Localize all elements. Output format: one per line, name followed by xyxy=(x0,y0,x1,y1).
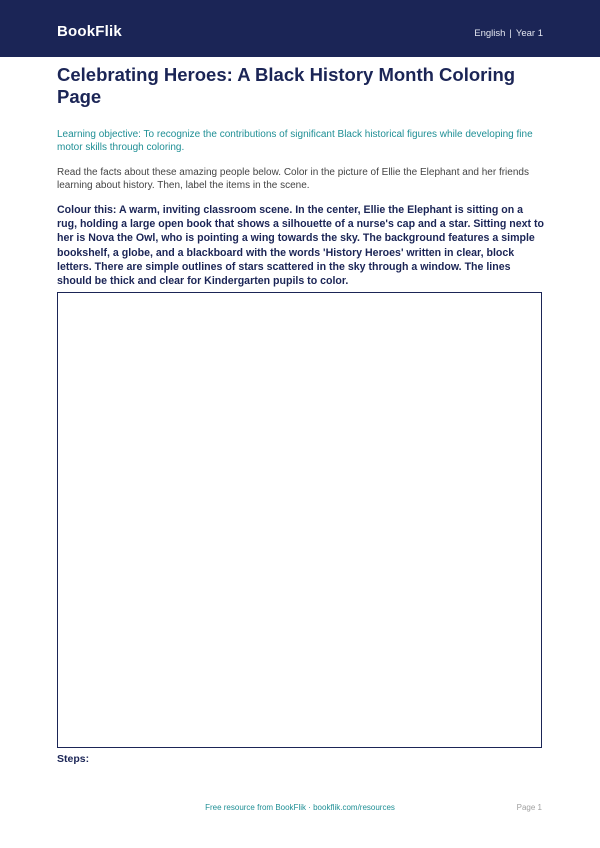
learning-objective: Learning objective: To recognize the contributions of significant Black historical figures while developing fine motor skills through coloring. xyxy=(57,129,533,153)
year-label: Year 1 xyxy=(515,28,543,39)
main-content xyxy=(57,64,545,288)
footer-credit-link[interactable]: Free resource from BookFlik · bookflik.com/resources xyxy=(205,803,395,812)
page-header xyxy=(0,0,600,57)
brand-logo: BookFlik xyxy=(57,23,122,40)
coloring-area xyxy=(57,292,542,748)
steps-label: Steps: xyxy=(57,753,90,765)
page-title: Celebrating Heroes: A Black History Month Coloring Page xyxy=(57,64,516,107)
meta-separator: | xyxy=(509,28,512,39)
header-meta xyxy=(474,28,543,39)
subject-label: English xyxy=(474,28,506,39)
intro-text: Read the facts about these amazing people below. Color in the picture of Ellie the Elephant and her friends learning about history. Then, label the items in the scene. xyxy=(57,167,529,191)
page-number: Page 1 xyxy=(516,803,542,812)
coloring-instructions: Colour this: A warm, inviting classroom scene. In the center, Ellie the Elephant is sitting on a rug, holding a large open book that shows a silhouette of a nurse's cap and a star. Sitting next to her is Nova the Owl, who is pointing a wing towards the sky. The background features a simple bookshelf, a globe, and a blackboard with the words 'History Heroes' written in clear, block letters. There are simple outlines of stars scattered in the sky through a window. The lines should be thick and clear for Kindergarten pupils to color. xyxy=(57,204,544,288)
